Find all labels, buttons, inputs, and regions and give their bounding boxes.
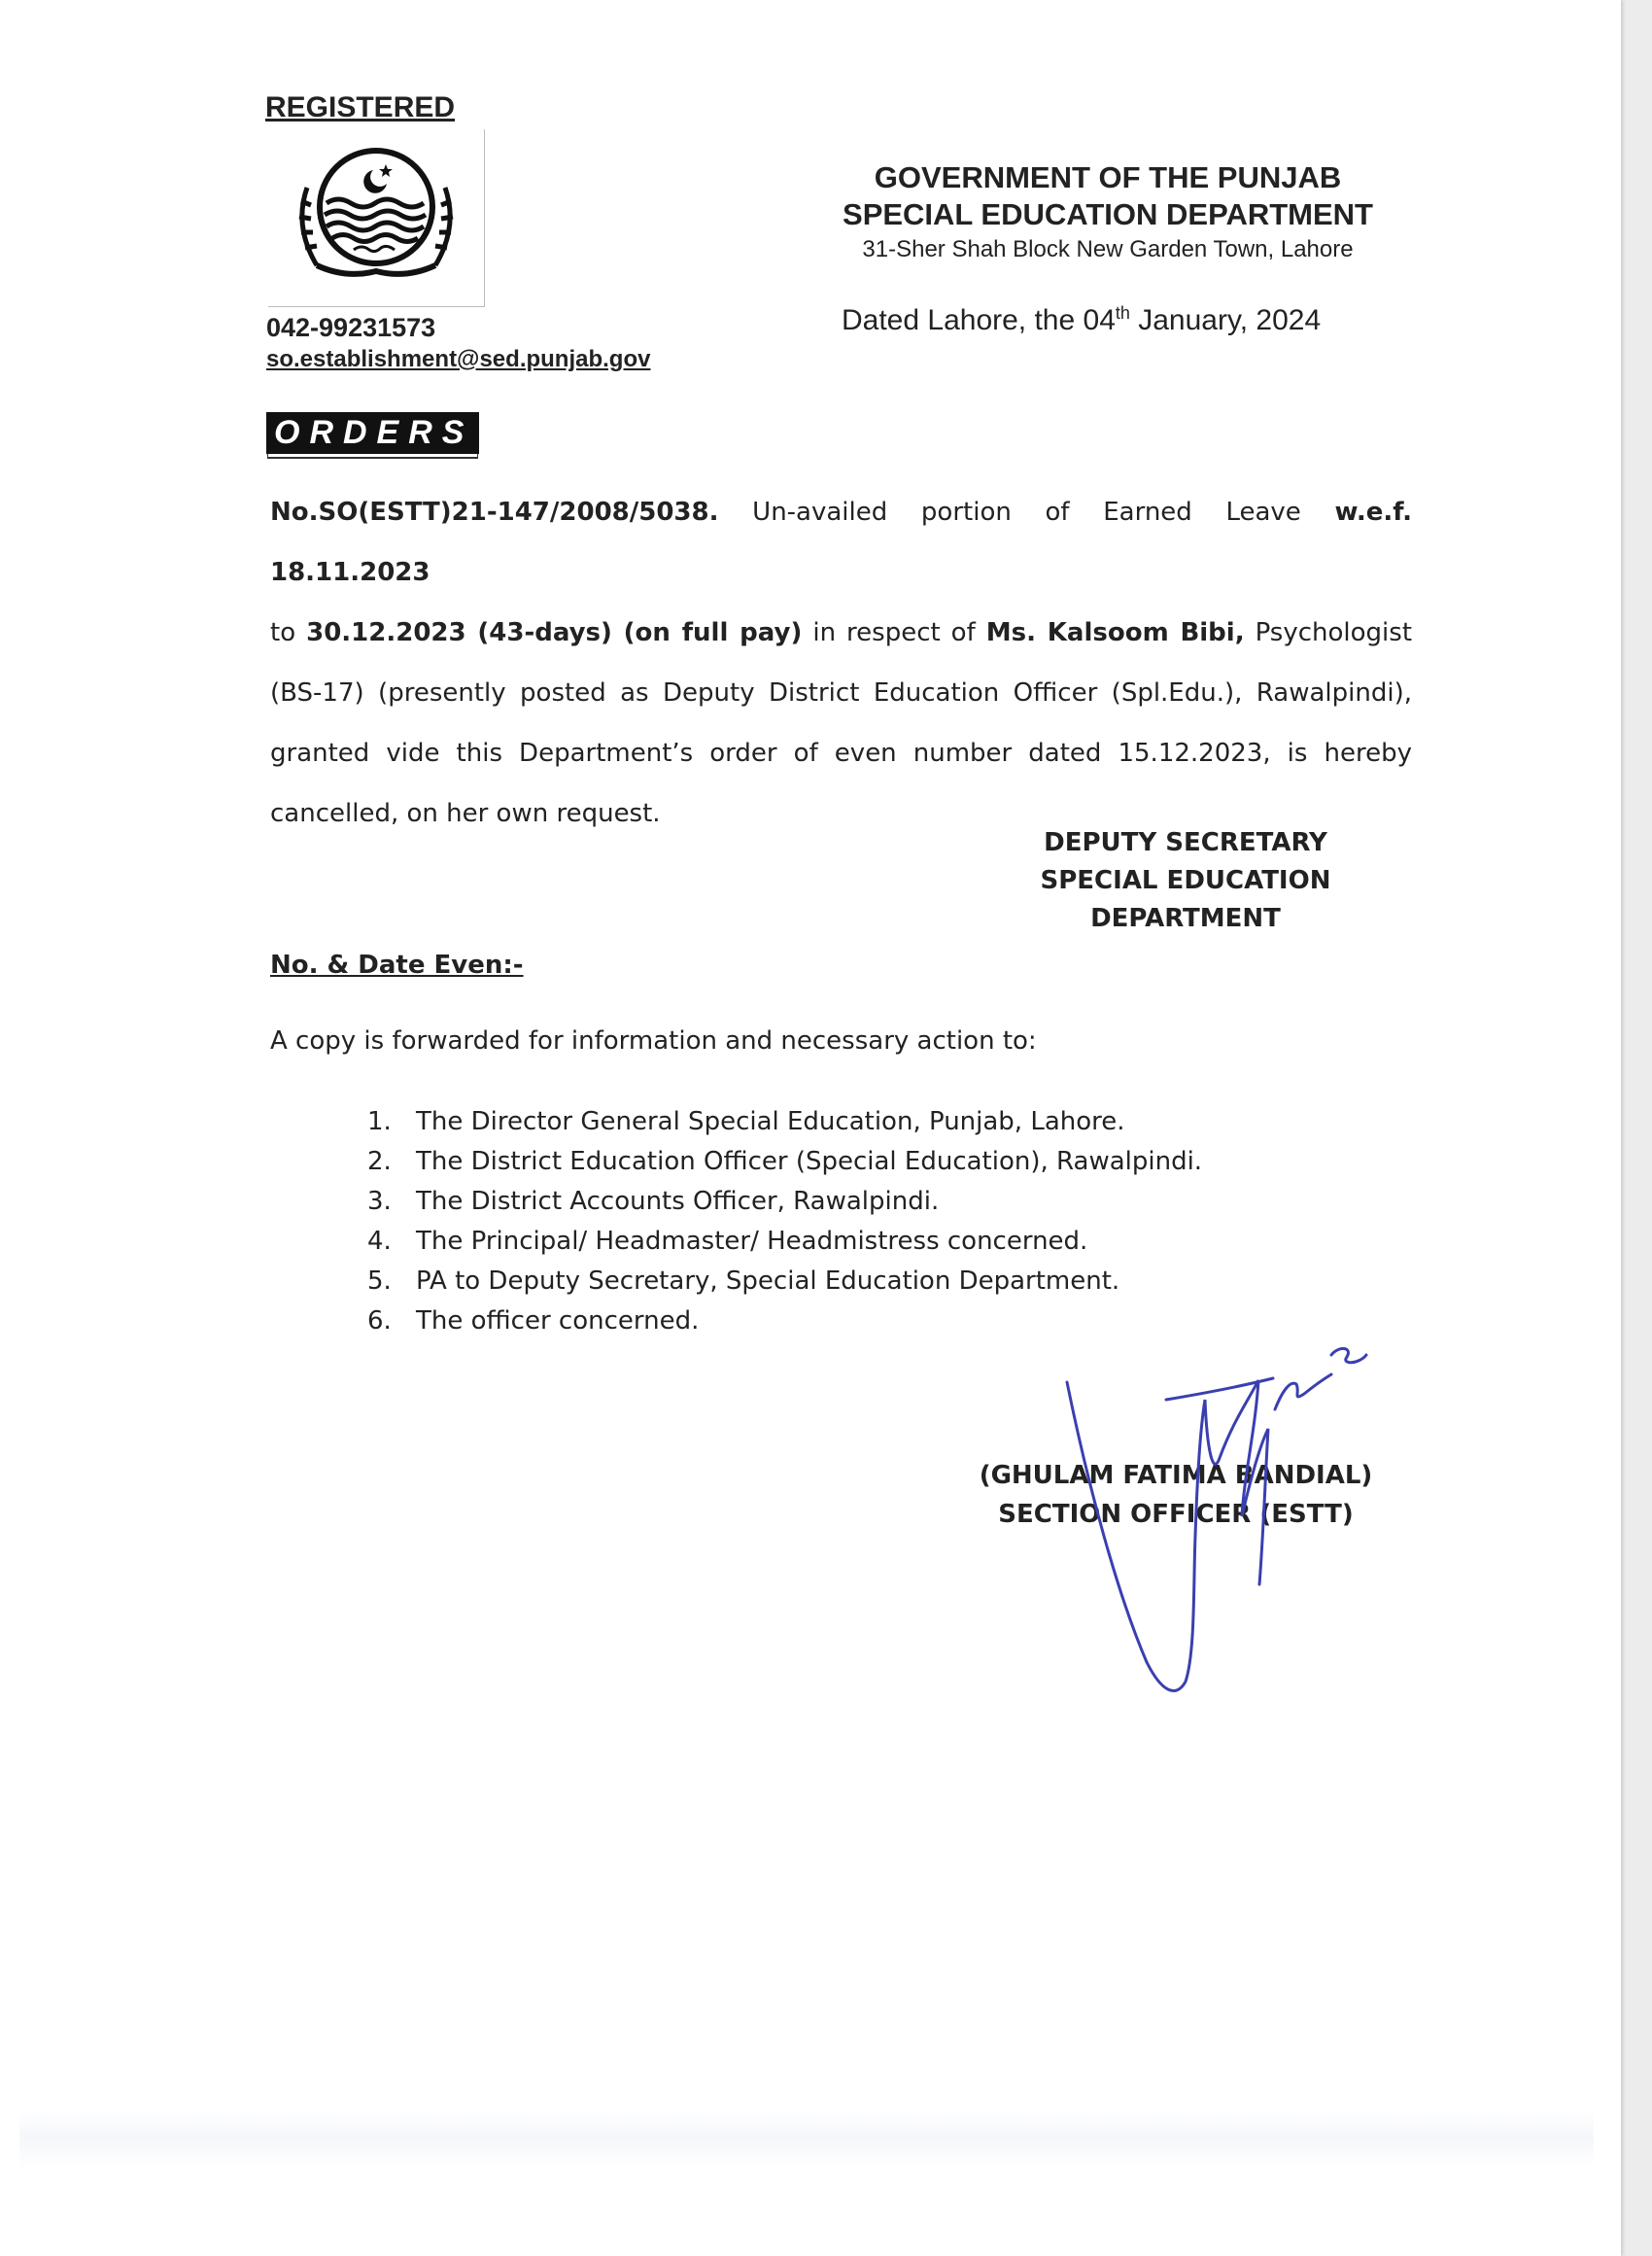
list-item-text: The Principal/ Headmaster/ Headmistress concerned. xyxy=(416,1227,1088,1256)
punjab-emblem-icon xyxy=(268,129,484,306)
order-text-4: Psychologist (BS-17) (presently posted as Deputy District Education Officer (Spl.Edu.), Rawalpindi), granted vide this Department’s order of even number dated 15.12.2023, is hereby cancelled, on her own request. xyxy=(270,618,1413,828)
order-text-2: to xyxy=(270,618,307,647)
employee-name: Ms. Kalsoom Bibi, xyxy=(985,618,1245,647)
order-wef-date: w.e.f. 18.11.2023 xyxy=(270,498,1412,587)
list-item-number: 3. xyxy=(367,1187,392,1216)
list-item xyxy=(367,1102,1202,1142)
punjab-emblem-logo xyxy=(268,129,485,307)
date-prefix: Dated Lahore, the 04 xyxy=(842,304,1116,336)
phone-number: 042-99231573 xyxy=(266,313,436,342)
list-item xyxy=(367,1222,1202,1262)
list-item-text: PA to Deputy Secretary, Special Education Department. xyxy=(416,1267,1120,1296)
distribution-list xyxy=(367,1102,1202,1341)
list-item xyxy=(367,1262,1202,1302)
department-title: SPECIAL EDUCATION DEPARTMENT xyxy=(843,197,1373,231)
scan-artifact xyxy=(19,2109,1594,2168)
list-item-text: The District Accounts Officer, Rawalpindi. xyxy=(416,1187,940,1216)
department-address: 31-Sher Shah Block New Garden Town, Lahore xyxy=(862,236,1354,262)
date-suffix: January, 2024 xyxy=(1129,304,1322,336)
list-item-text: The Director General Special Education, Punjab, Lahore. xyxy=(416,1107,1125,1136)
order-to-date: 30.12.2023 (43-days) (on full pay) xyxy=(306,618,803,647)
list-item xyxy=(367,1142,1202,1182)
orders-heading: ORDERS xyxy=(266,412,479,454)
signatory-line-1: DEPUTY SECRETARY xyxy=(1044,828,1327,857)
copy-forwarded-text: A copy is forwarded for information and necessary action to: xyxy=(270,1026,1037,1056)
list-item-text: The District Education Officer (Special Education), Rawalpindi. xyxy=(416,1147,1203,1176)
officer-title: SECTION OFFICER (ESTT) xyxy=(998,1500,1354,1529)
list-item-number: 6. xyxy=(367,1306,392,1336)
list-item xyxy=(367,1182,1202,1222)
list-item-number: 2. xyxy=(367,1147,392,1176)
email-address[interactable]: so.establishment@sed.punjab.gov xyxy=(266,346,651,372)
list-item-number: 1. xyxy=(367,1107,392,1136)
handwritten-signature xyxy=(1050,1341,1370,1769)
list-item xyxy=(367,1302,1202,1341)
date-ordinal: th xyxy=(1115,303,1130,323)
signatory-line-3: DEPARTMENT xyxy=(1090,904,1281,933)
order-reference: No.SO(ESTT)21-147/2008/5038. xyxy=(270,498,719,527)
officer-name: (GHULAM FATIMA BANDIAL) xyxy=(979,1461,1373,1490)
list-item-text: The officer concerned. xyxy=(416,1306,700,1336)
deputy-secretary-block xyxy=(1011,824,1360,938)
government-title: GOVERNMENT OF THE PUNJAB xyxy=(874,160,1342,194)
signatory-line-2: SPECIAL EDUCATION xyxy=(1040,866,1331,895)
order-text-1: Un-availed portion of Earned Leave xyxy=(718,498,1335,527)
registered-label: REGISTERED xyxy=(265,91,456,123)
order-text-3: in respect of xyxy=(802,618,986,647)
order-paragraph xyxy=(270,482,1412,844)
date-line xyxy=(842,303,1321,337)
number-date-even: No. & Date Even:- xyxy=(270,951,524,980)
section-officer-block xyxy=(952,1456,1399,1534)
list-item-number: 5. xyxy=(367,1267,392,1296)
list-item-number: 4. xyxy=(367,1227,392,1256)
